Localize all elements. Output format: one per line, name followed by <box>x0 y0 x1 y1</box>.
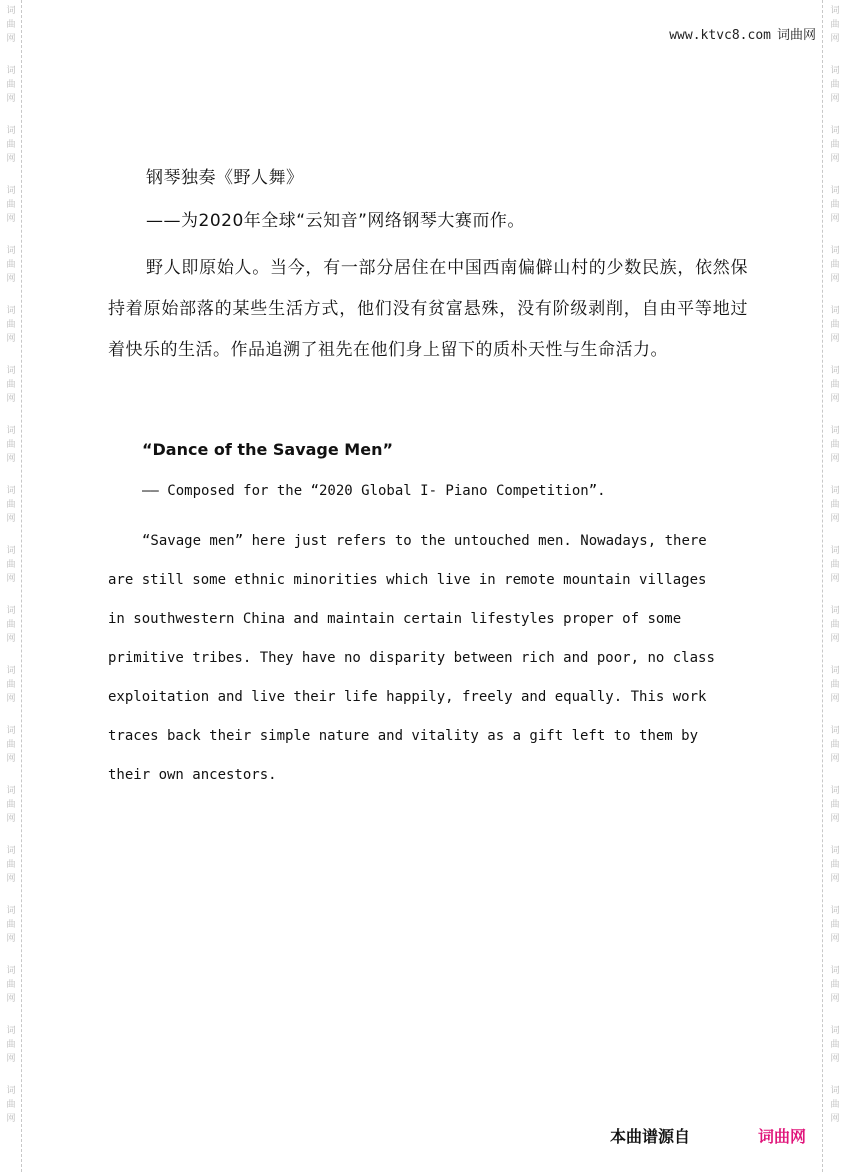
watermark-char: 网 <box>830 34 840 44</box>
watermark-char: 网 <box>830 214 840 224</box>
watermark-char: 词 <box>6 1086 16 1096</box>
watermark-char: 词 <box>830 366 840 376</box>
watermark-char: 网 <box>6 934 16 944</box>
watermark-group <box>824 244 844 286</box>
watermark-char: 网 <box>830 934 840 944</box>
watermark-char: 网 <box>6 994 16 1004</box>
watermark-group <box>0 1084 22 1126</box>
watermark-char: 词 <box>6 726 16 736</box>
watermark-char: 网 <box>6 874 16 884</box>
watermark-char: 词 <box>830 6 840 16</box>
english-body-line: are still some ethnic minorities which live in remote mountain villages <box>108 572 707 588</box>
watermark-char: 曲 <box>6 260 16 270</box>
watermark-char: 曲 <box>830 80 840 90</box>
watermark-char: 网 <box>830 874 840 884</box>
english-title: “Dance of the Savage Men” <box>142 440 393 459</box>
watermark-char: 曲 <box>6 500 16 510</box>
watermark-group <box>824 604 844 646</box>
site-url[interactable]: www.ktvc8.com <box>669 28 771 43</box>
watermark-char: 词 <box>6 366 16 376</box>
watermark-char: 网 <box>830 994 840 1004</box>
watermark-char: 词 <box>830 726 840 736</box>
watermark-char: 曲 <box>6 680 16 690</box>
watermark-char: 词 <box>830 546 840 556</box>
watermark-char: 曲 <box>830 140 840 150</box>
watermark-group <box>0 64 22 106</box>
watermark-char: 词 <box>6 426 16 436</box>
watermark-char: 曲 <box>830 1040 840 1050</box>
watermark-char: 词 <box>6 546 16 556</box>
watermark-group <box>824 1084 844 1126</box>
watermark-char: 曲 <box>6 380 16 390</box>
watermark-group <box>0 4 22 46</box>
watermark-char: 词 <box>6 786 16 796</box>
watermark-group <box>824 424 844 466</box>
watermark-char: 词 <box>830 426 840 436</box>
footer-brand-link[interactable]: 词曲网 <box>758 1127 807 1146</box>
watermark-char: 曲 <box>830 20 840 30</box>
watermark-char: 网 <box>830 154 840 164</box>
watermark-char: 曲 <box>830 560 840 570</box>
watermark-char: 网 <box>6 94 16 104</box>
watermark-char: 曲 <box>830 980 840 990</box>
watermark-char: 曲 <box>6 980 16 990</box>
watermark-group <box>824 964 844 1006</box>
watermark-char: 曲 <box>6 1040 16 1050</box>
watermark-char: 曲 <box>830 260 840 270</box>
watermark-char: 词 <box>6 846 16 856</box>
watermark-group <box>0 424 22 466</box>
watermark-char: 网 <box>6 214 16 224</box>
watermark-char: 词 <box>6 186 16 196</box>
watermark-char: 词 <box>6 126 16 136</box>
english-body-line: primitive tribes. They have no disparity between rich and poor, no class <box>108 650 715 666</box>
chinese-body: 野人即原始人。当今，有一部分居住在中国西南偏僻山村的少数民族，依然保持着原始部落的某些生活方式，他们没有贫富悬殊，没有阶级剥削，自由平等地过着快乐的生活。作品追溯了祖先在他们身上留下的质朴天性与生命活力。 <box>108 258 748 360</box>
watermark-group <box>0 964 22 1006</box>
chinese-title: 钢琴独奏《野人舞》 <box>146 168 304 188</box>
watermark-char: 词 <box>830 966 840 976</box>
watermark-char: 曲 <box>830 320 840 330</box>
english-body <box>108 522 740 795</box>
watermark-char: 网 <box>6 574 16 584</box>
watermark-char: 曲 <box>6 320 16 330</box>
watermark-char: 网 <box>830 514 840 524</box>
watermark-group <box>0 664 22 706</box>
watermark-char: 网 <box>830 1054 840 1064</box>
site-name: 词曲网 <box>776 28 816 43</box>
watermark-char: 曲 <box>830 1100 840 1110</box>
watermark-char: 词 <box>6 66 16 76</box>
watermark-char: 网 <box>6 634 16 644</box>
watermark-char: 曲 <box>6 80 16 90</box>
watermark-char: 曲 <box>6 860 16 870</box>
watermark-char: 网 <box>830 394 840 404</box>
english-body-line: “Savage men” here just refers to the untouched men. Nowadays, there <box>142 533 707 549</box>
watermark-char: 网 <box>830 1114 840 1124</box>
watermark-char: 词 <box>830 486 840 496</box>
watermark-char: 网 <box>6 1054 16 1064</box>
watermark-char: 网 <box>6 814 16 824</box>
watermark-char: 网 <box>6 274 16 284</box>
watermark-char: 曲 <box>830 920 840 930</box>
watermark-char: 网 <box>6 454 16 464</box>
watermark-char: 曲 <box>6 560 16 570</box>
watermark-group <box>824 1024 844 1066</box>
watermark-char: 词 <box>830 906 840 916</box>
watermark-char: 词 <box>830 306 840 316</box>
watermark-char: 词 <box>6 306 16 316</box>
footer-source-label: 本曲谱源自 <box>610 1127 691 1146</box>
watermark-char: 词 <box>6 1026 16 1036</box>
chinese-subtitle: ——为2020年全球“云知音”网络钢琴大赛而作。 <box>146 211 525 231</box>
watermark-char: 曲 <box>6 1100 16 1110</box>
watermark-group <box>824 664 844 706</box>
watermark-char: 网 <box>6 1114 16 1124</box>
watermark-group <box>0 604 22 646</box>
watermark-group <box>0 904 22 946</box>
watermark-char: 词 <box>830 1086 840 1096</box>
site-header <box>669 24 816 43</box>
watermark-char: 网 <box>6 694 16 704</box>
watermark-char: 网 <box>6 754 16 764</box>
watermark-group <box>824 124 844 166</box>
watermark-group <box>0 244 22 286</box>
watermark-group <box>824 484 844 526</box>
watermark-char: 曲 <box>6 620 16 630</box>
watermark-group <box>0 304 22 346</box>
watermark-char: 曲 <box>830 440 840 450</box>
watermark-char: 网 <box>830 754 840 764</box>
watermark-group <box>0 724 22 766</box>
watermark-char: 网 <box>6 394 16 404</box>
english-body-line: their own ancestors. <box>108 767 277 783</box>
watermark-char: 词 <box>830 186 840 196</box>
right-watermark-strip <box>822 0 844 1172</box>
watermark-char: 词 <box>6 6 16 16</box>
watermark-char: 词 <box>6 486 16 496</box>
watermark-char: 网 <box>830 454 840 464</box>
watermark-char: 曲 <box>830 800 840 810</box>
watermark-group <box>824 364 844 406</box>
watermark-group <box>0 184 22 226</box>
watermark-char: 词 <box>6 246 16 256</box>
watermark-char: 词 <box>830 126 840 136</box>
watermark-group <box>824 304 844 346</box>
watermark-group <box>824 784 844 826</box>
english-body-line: in southwestern China and maintain certain lifestyles proper of some <box>108 611 682 627</box>
watermark-group <box>0 544 22 586</box>
watermark-char: 网 <box>830 274 840 284</box>
watermark-char: 网 <box>6 334 16 344</box>
watermark-char: 网 <box>6 154 16 164</box>
watermark-char: 词 <box>6 966 16 976</box>
watermark-group <box>824 844 844 886</box>
watermark-char: 网 <box>830 694 840 704</box>
watermark-char: 曲 <box>6 740 16 750</box>
watermark-char: 网 <box>830 94 840 104</box>
watermark-group <box>0 484 22 526</box>
watermark-char: 网 <box>830 574 840 584</box>
english-body-line: exploitation and live their life happily, freely and equally. This work <box>108 689 707 705</box>
watermark-char: 词 <box>830 1026 840 1036</box>
watermark-char: 曲 <box>830 860 840 870</box>
watermark-char: 词 <box>830 846 840 856</box>
watermark-char: 词 <box>6 666 16 676</box>
watermark-char: 词 <box>830 606 840 616</box>
watermark-char: 曲 <box>830 380 840 390</box>
watermark-char: 曲 <box>830 620 840 630</box>
watermark-group <box>824 184 844 226</box>
watermark-group <box>824 724 844 766</box>
watermark-group <box>0 1024 22 1066</box>
watermark-char: 网 <box>830 814 840 824</box>
watermark-group <box>824 4 844 46</box>
watermark-char: 曲 <box>6 140 16 150</box>
watermark-char: 网 <box>6 514 16 524</box>
watermark-group <box>0 844 22 886</box>
watermark-char: 曲 <box>830 200 840 210</box>
watermark-char: 词 <box>830 786 840 796</box>
watermark-char: 网 <box>830 634 840 644</box>
left-watermark-strip <box>0 0 22 1172</box>
watermark-char: 词 <box>830 66 840 76</box>
watermark-char: 网 <box>6 34 16 44</box>
watermark-group <box>0 124 22 166</box>
watermark-char: 曲 <box>830 740 840 750</box>
watermark-char: 词 <box>6 906 16 916</box>
watermark-group <box>824 904 844 946</box>
watermark-char: 曲 <box>6 920 16 930</box>
watermark-group <box>824 64 844 106</box>
english-body-line: traces back their simple nature and vitality as a gift left to them by <box>108 728 699 744</box>
watermark-char: 曲 <box>6 800 16 810</box>
watermark-char: 曲 <box>830 680 840 690</box>
watermark-char: 词 <box>830 666 840 676</box>
watermark-char: 曲 <box>6 200 16 210</box>
watermark-group <box>0 364 22 406</box>
english-subtitle: —— Composed for the “2020 Global I- Piano Competition”. <box>142 483 606 499</box>
right-dashed-divider <box>822 0 823 1172</box>
watermark-char: 网 <box>830 334 840 344</box>
watermark-group <box>0 784 22 826</box>
watermark-char: 曲 <box>830 500 840 510</box>
watermark-char: 曲 <box>6 20 16 30</box>
watermark-char: 词 <box>830 246 840 256</box>
watermark-char: 词 <box>6 606 16 616</box>
watermark-group <box>824 544 844 586</box>
watermark-char: 曲 <box>6 440 16 450</box>
